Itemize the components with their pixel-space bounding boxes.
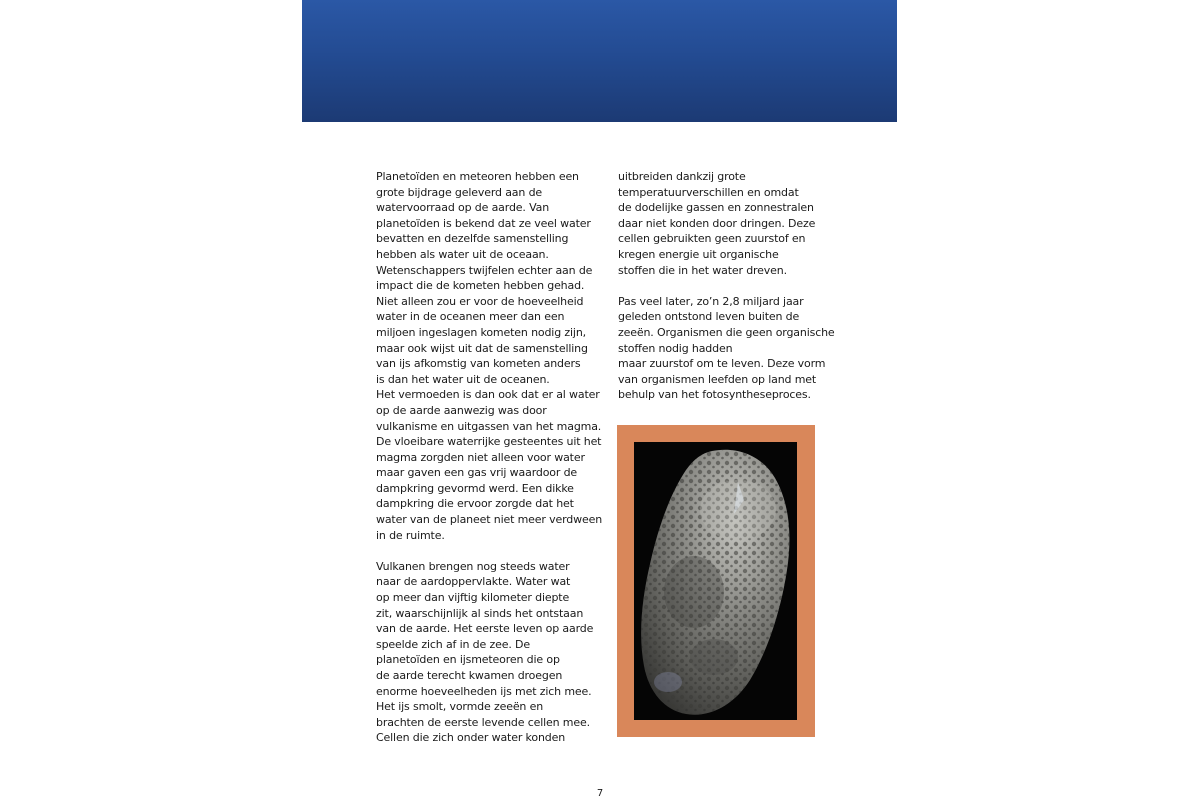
text-line: op meer dan vijftig kilometer diepte [376, 591, 570, 605]
text-line: speelde zich af in de zee. De [376, 637, 530, 651]
text-line: enorme hoeveelheden ijs met zich mee. [376, 684, 592, 698]
text-line: bevatten en dezelfde samenstelling [376, 232, 569, 246]
text-line: van organismen leefden op land met [618, 372, 817, 386]
text-line: Het vermoeden is dan ook dat er al water [376, 388, 600, 402]
text-line: Vulkanen brengen nog steeds water [376, 559, 570, 573]
text-line: planetoïden en ijsmeteoren die op [376, 653, 560, 667]
text-line: van ijs afkomstig van kometen anders [376, 357, 581, 371]
text-line: Cellen die zich onder water konden [376, 731, 566, 745]
page-number: 7 [596, 788, 604, 799]
text-line: vulkanisme en uitgassen van het magma. [376, 419, 602, 433]
text-line: temperatuurverschillen en omdat [618, 185, 799, 199]
text-line: hebben als water uit de oceaan. [376, 247, 549, 261]
text-line: magma zorgden niet alleen voor water [376, 450, 585, 464]
text-line: de aarde terecht kwamen droegen [376, 669, 563, 682]
text-line: maar ook wijst uit dat de samenstelling [376, 341, 588, 355]
asteroid-image [634, 442, 797, 720]
text-line: dampkring die ervoor zorgde dat het [376, 497, 574, 511]
text-line: behulp van het fotosyntheseproces. [618, 388, 811, 402]
text-line: zeeën. Organismen die geen organische [618, 325, 835, 339]
paragraph-gap [376, 543, 588, 559]
text-line: op de aarde aanwezig was door [376, 403, 547, 417]
text-line: geleden ontstond leven buiten de [618, 310, 800, 324]
text-line: Planetoïden en meteoren hebben een [376, 170, 579, 183]
header-banner [302, 0, 897, 122]
text-line: naar de aardoppervlakte. Water wat [376, 575, 571, 589]
text-line: maar zuurstof om te leven. Deze vorm [618, 357, 826, 371]
text-line: cellen gebruikten geen zuurstof en [618, 232, 806, 246]
text-line: water in de oceanen meer dan een [376, 310, 565, 324]
text-line: Het ijs smolt, vormde zeeën en [376, 700, 544, 714]
text-line: daar niet konden door dringen. Deze [618, 216, 816, 230]
text-line: kregen energie uit organische [618, 247, 779, 261]
text-line: zit, waarschijnlijk al sinds het ontstaan [376, 606, 584, 620]
text-line: uitbreiden dankzij grote [618, 170, 746, 183]
asteroid-illustration [634, 442, 797, 720]
text-line: watervoorraad op de aarde. Van [376, 201, 550, 215]
paragraph-gap [618, 278, 830, 294]
text-line: is dan het water uit de oceanen. [376, 372, 550, 386]
left-text-column [376, 169, 603, 746]
text-line: De vloeibare waterrijke gesteentes uit het [376, 435, 602, 449]
text-line: dampkring gevormd werd. Een dikke [376, 481, 574, 495]
text-line: impact die de kometen hebben gehad. [376, 279, 585, 293]
text-line: water van de planeet niet meer verdween [376, 513, 603, 527]
text-line: Pas veel later, zo’n 2,8 miljard jaar [618, 294, 804, 308]
text-line: stoffen nodig hadden [618, 341, 733, 355]
text-line: Niet alleen zou er voor de hoeveelheid [376, 294, 584, 308]
text-line: planetoïden is bekend dat ze veel water [376, 216, 591, 230]
text-line: van de aarde. Het eerste leven op aarde [376, 622, 594, 636]
text-line: maar gaven een gas vrij waardoor de [376, 466, 578, 480]
asteroid-image-frame [617, 425, 815, 737]
text-line: grote bijdrage geleverd aan de [376, 185, 543, 199]
text-line: miljoen ingeslagen kometen nodig zijn, [376, 325, 586, 339]
text-line: brachten de eerste levende cellen mee. [376, 715, 590, 729]
text-line: in de ruimte. [376, 528, 445, 542]
right-text-column [618, 169, 835, 403]
text-line: stoffen die in het water dreven. [618, 263, 787, 277]
text-line: de dodelijke gassen en zonnestralen [618, 201, 814, 215]
text-line: Wetenschappers twijfelen echter aan de [376, 263, 593, 277]
